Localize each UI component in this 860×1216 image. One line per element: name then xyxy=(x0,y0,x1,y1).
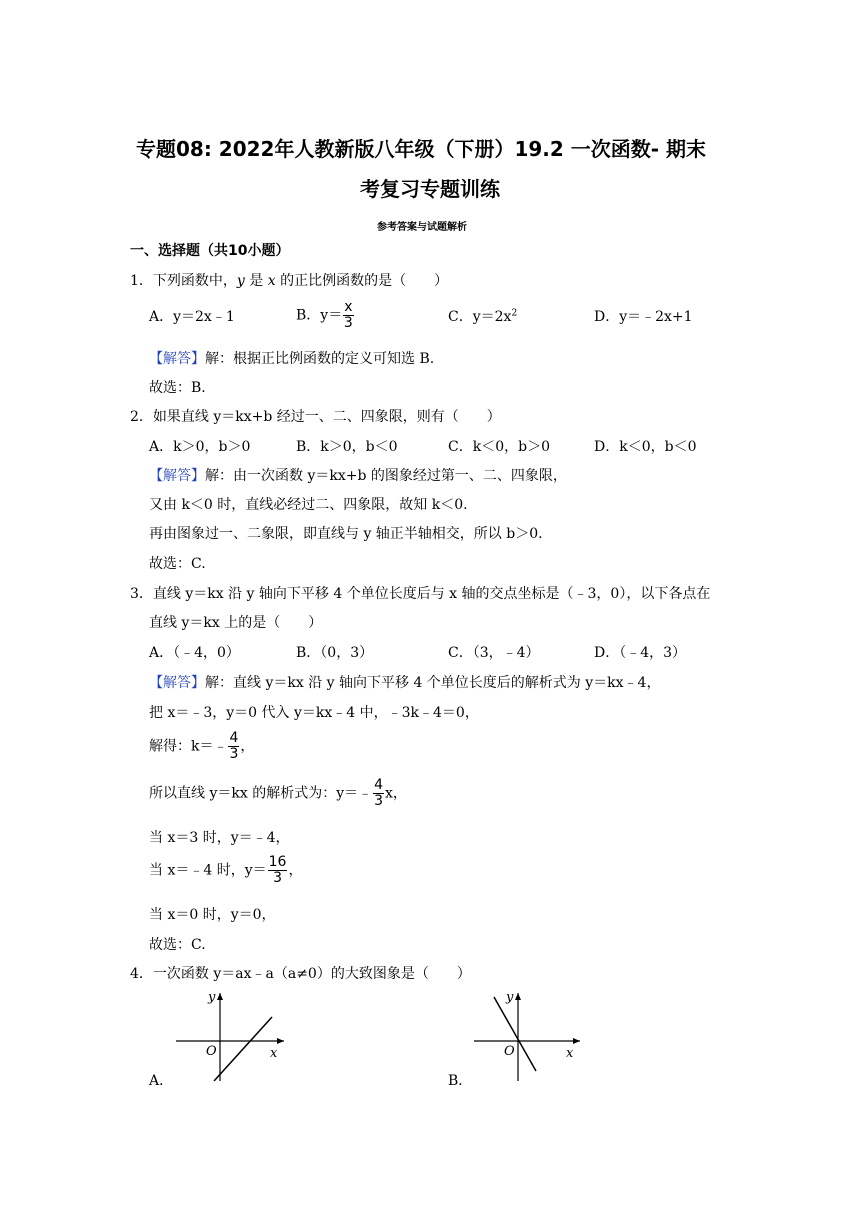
x-axis-label: x xyxy=(270,1046,278,1061)
question-1-option-d: D．y＝﹣2x+1 xyxy=(594,309,693,325)
page-title-line1: 专题08: 2022年人教新版八年级（下册）19.2 一次函数- 期末 xyxy=(136,137,707,161)
option-b-graph xyxy=(470,985,590,1085)
question-3-solution-1: 【解答】解：直线 y＝kx 沿 y 轴向下平移 4 个单位长度后的解析式为 y＝kx﹣4， xyxy=(149,675,661,691)
question-3-solution-2: 把 x＝﹣3，y＝0 代入 y＝kx﹣4 中，﹣3k﹣4＝0， xyxy=(149,705,479,721)
answer-tag: 【解答】 xyxy=(149,468,205,484)
y-axis-label: y xyxy=(506,990,514,1005)
question-1-solution: 【解答】解：根据正比例函数的定义可知选 B. xyxy=(149,351,435,367)
fraction: $\frac{4}{3}$ xyxy=(374,777,384,809)
question-3-stem-2: 直线 y＝kx 上的是（ ） xyxy=(149,615,323,631)
fraction: $\frac{x}{3}$ xyxy=(343,299,353,331)
fraction: $\frac{4}{3}$ xyxy=(229,730,239,762)
graph-line xyxy=(494,997,536,1071)
question-4-stem: 4．一次函数 y＝ax﹣a（a≠0）的大致图象是（ ） xyxy=(130,966,471,982)
question-4-option-b: B． xyxy=(448,1073,473,1089)
question-4-option-a: A． xyxy=(149,1073,174,1089)
question-3-solution-4: 所以直线 y＝kx 的解析式为：y＝﹣ $\frac{4}{3}$ x， xyxy=(149,777,407,809)
y-axis-arrow xyxy=(515,993,521,1000)
option-a-graph xyxy=(170,985,290,1085)
question-1-option-c: C．$y=2x^2$ xyxy=(448,308,518,325)
question-1-choice: 故选：B. xyxy=(149,380,206,396)
question-3-solution-3: 解得：k＝﹣ $\frac{4}{3}$ ， xyxy=(149,730,255,762)
question-3-option-b: B．（0，3） xyxy=(296,645,374,661)
section-heading: 一、选择题（共10小题） xyxy=(130,243,290,259)
question-3-solution-5: 当 x＝3 时，y＝﹣4， xyxy=(149,830,290,846)
question-3-option-a: A．（﹣4，0） xyxy=(149,645,240,661)
question-2-choice: 故选：C. xyxy=(149,556,206,572)
page-subtitle: 参考答案与试题解析 xyxy=(377,222,467,233)
question-2-option-d: D．k＜0，b＜0 xyxy=(594,439,697,455)
question-1-option-a: A．y＝2x﹣1 xyxy=(149,309,235,325)
answer-tag: 【解答】 xyxy=(149,675,205,691)
origin-label: O xyxy=(206,1044,217,1059)
x-axis-arrow xyxy=(277,1038,284,1044)
question-3-solution-6: 当 x＝﹣4 时，y＝ $\frac{16}{3}$ ， xyxy=(149,854,303,886)
question-1-stem: 1．下列函数中，y 是 x 的正比例函数的是（ ） xyxy=(130,273,449,289)
graph-line xyxy=(214,1017,272,1081)
question-2-solution-2: 又由 k＜0 时，直线必经过二、四象限，故知 k＜0. xyxy=(149,497,468,513)
question-2-option-a: A．k＞0，b＞0 xyxy=(149,439,251,455)
question-3-stem-1: 3．直线 y＝kx 沿 y 轴向下平移 4 个单位长度后与 x 轴的交点坐标是（﹣3，0），以下各点在 xyxy=(130,586,711,602)
question-2-option-b: B．k＞0，b＜0 xyxy=(296,439,398,455)
question-2-option-c: C．k＜0，b＞0 xyxy=(448,439,550,455)
page-title-line2: 考复习专题训练 xyxy=(360,177,500,201)
question-2-stem: 2．如果直线 y＝kx+b 经过一、二、四象限，则有（ ） xyxy=(130,409,501,425)
fraction: $\frac{16}{3}$ xyxy=(268,854,287,886)
answer-tag: 【解答】 xyxy=(149,351,205,367)
y-axis-arrow xyxy=(217,993,223,1000)
question-3-option-d: D．（﹣4，3） xyxy=(594,645,687,661)
question-1-option-b: B．y＝ $\frac{x}{3}$ xyxy=(296,299,353,331)
x-axis-label: x xyxy=(566,1046,574,1061)
x-axis-arrow xyxy=(573,1038,580,1044)
question-3-option-c: C．（3，﹣4） xyxy=(448,645,540,661)
question-3-solution-7: 当 x＝0 时，y＝0， xyxy=(149,907,276,923)
question-3-choice: 故选：C. xyxy=(149,937,206,953)
y-axis-label: y xyxy=(208,990,216,1005)
question-2-solution-1: 【解答】解：由一次函数 y＝kx+b 的图象经过第一、二、四象限， xyxy=(149,468,567,484)
question-2-solution-3: 再由图象过一、二象限，即直线与 y 轴正半轴相交，所以 b＞0. xyxy=(149,526,543,542)
origin-label: O xyxy=(504,1044,515,1059)
